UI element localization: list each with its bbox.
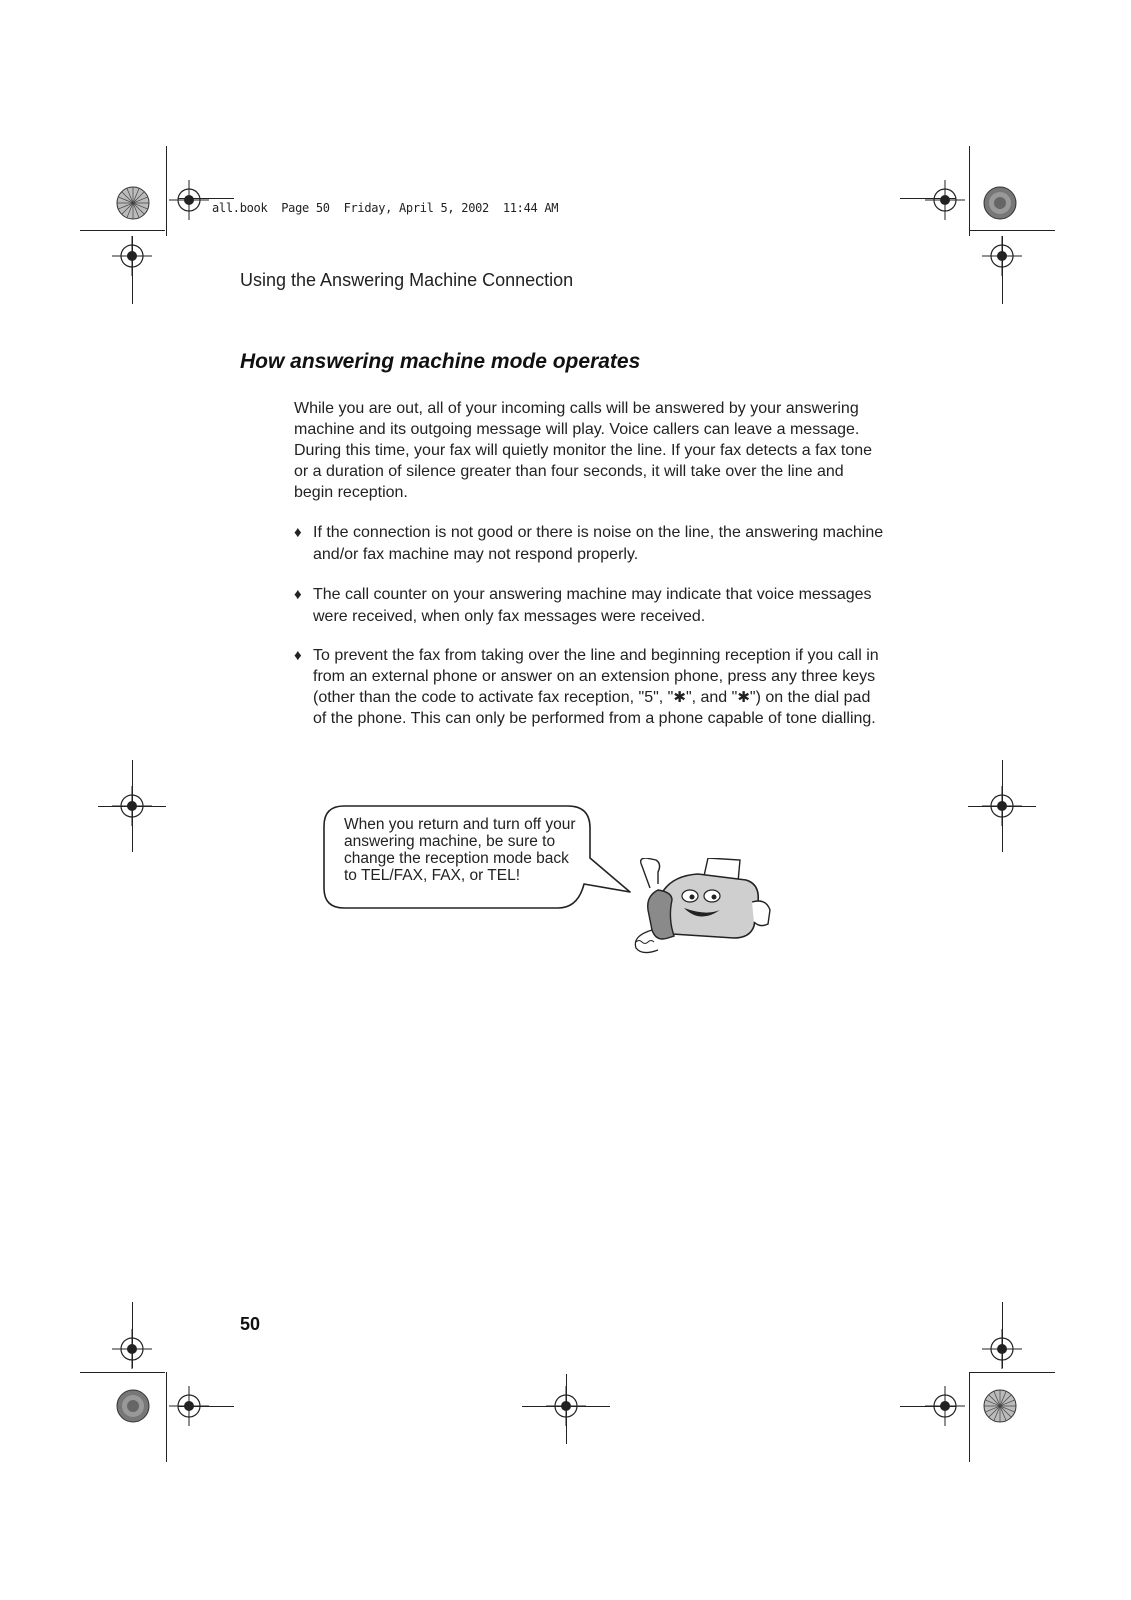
crop-line — [166, 1372, 167, 1462]
bullet-diamond-icon: ♦ — [294, 647, 302, 664]
registration-mark-icon — [169, 180, 209, 220]
bullet-text: If the connection is not good or there is noise on the line, the answering machine and/or fax machine may not respond properly. — [313, 524, 884, 563]
bullet-diamond-icon: ♦ — [294, 586, 302, 603]
crop-line — [900, 1406, 956, 1407]
bullet-diamond-icon: ♦ — [294, 524, 302, 541]
star-key-icon: ✱ — [737, 689, 750, 706]
intro-paragraph: While you are out, all of your incoming calls will be answered by your answering machine and its outgoing message will play. Voice callers can leave a message. During this time, your fax will quietly monitor the line. If your fax detects a fax tone or a duration of silence greater than four seconds, it will take over the line and begin reception. — [294, 400, 873, 501]
color-bar-starburst-icon — [983, 1389, 1017, 1423]
registration-mark-icon — [925, 180, 965, 220]
bullet-item — [294, 584, 884, 628]
crop-line — [969, 1372, 970, 1462]
bullet-text: The call counter on your answering machine may indicate that voice messages were received, when only fax messages were received. — [313, 586, 872, 625]
bullet-text-part: ", and " — [685, 689, 738, 706]
print-slug: all.book Page 50 Friday, April 5, 2002 11:44 AM — [212, 201, 559, 215]
crop-line — [1002, 236, 1003, 304]
fax-mascot-illustration — [628, 858, 778, 958]
crop-line — [80, 1372, 165, 1373]
crop-line — [566, 1374, 567, 1444]
crop-line — [132, 1302, 133, 1368]
crop-line — [970, 1372, 1055, 1373]
color-bar-starburst-icon — [116, 1389, 150, 1423]
color-bar-starburst-icon — [116, 186, 150, 220]
crop-line — [166, 146, 167, 236]
page-number: 50 — [240, 1314, 261, 1334]
star-key-icon: ✱ — [673, 689, 686, 706]
crop-line — [178, 1406, 234, 1407]
crop-line — [132, 236, 133, 304]
bullet-item — [294, 645, 884, 729]
section-header: Using the Answering Machine Connection — [240, 270, 574, 290]
speech-bubble-text: When you return and turn off your answering machine, be sure to change the reception mode back to TEL/FAX, FAX, or TEL! — [344, 816, 576, 884]
bullet-text-part: ") on the dial pad of the phone. This can only be performed from a phone capable of tone dialling. — [313, 689, 876, 727]
crop-line — [80, 230, 165, 231]
crop-line — [969, 146, 970, 236]
color-bar-starburst-icon — [983, 186, 1017, 220]
bullet-text-part: To prevent the fax from taking over the line and beginning reception if you call in from an external phone or answer on an extension phone, press any three keys (other than the code to activate fax reception, "5", " — [313, 647, 879, 706]
crop-line — [968, 806, 1036, 807]
crop-line — [98, 806, 166, 807]
bullet-text — [313, 645, 884, 729]
crop-line — [970, 230, 1055, 231]
bullet-item — [294, 522, 884, 566]
crop-line — [1002, 1302, 1003, 1368]
page-heading: How answering machine mode operates — [240, 350, 641, 373]
